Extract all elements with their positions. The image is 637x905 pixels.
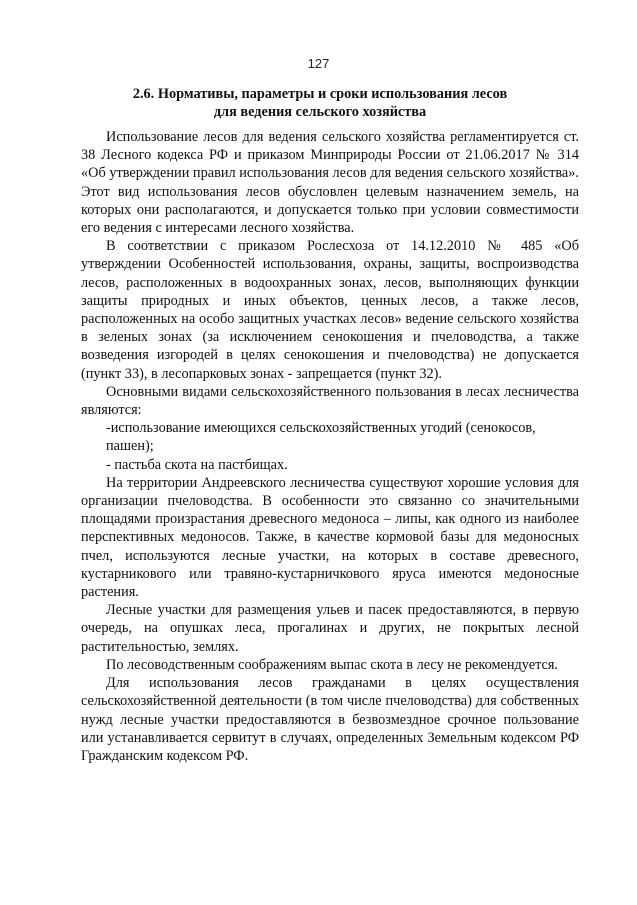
paragraph-grazing-not-recommended: По лесоводственным соображениям выпас скота в лесу не рекомендуется. [106,656,559,673]
paragraph-beekeeping: На территории Андреевского лесничества существуют хорошие условия для организации пчеловодства. В особенности это связанно со значительными площадями произрастания древесного медоноса – липы, как одного из наиболее перспективных медоносов. Также, в качестве кормовой базы для медоносных пчел, используются лесные участки, на которых в составе древесного, кустарникового или травяно-кустарничкового яруса имеются медоносные растения. [81,474,579,601]
paragraph-apiary-sites: Лесные участки для размещения ульев и пасек предоставляются, в первую очередь, на опушках леса, прогалинах и других, не покрытых лесной растительностью, землях. [81,602,579,655]
section-heading-line-2: для ведения сельского хозяйства [213,104,427,120]
section-heading [90,85,550,121]
paragraph-regulation: Использование лесов для ведения сельского хозяйства регламентируется ст. 38 Лесного кодекса РФ и приказом Минприроды России от 21.06.2017 № 314 «Об утверждении правил использования лесов для ведения сельского хозяйства». Этот вид использования лесов обусловлен целевым назначением земель, на которых они располагаются, и допускается только при условии совместимости его ведения с интересами лесного хозяйства. [81,129,579,237]
paragraph-main-types: Основными видами сельскохозяйственного пользования в лесах лесничества являются: [81,383,579,419]
paragraph-citizens-use: Для использования лесов гражданами в целях осуществления сельскохозяйственной деятельности (в том числе пчеловодства) для собственных нужд лесные участки предоставляются в безвозмездное срочное пользование или устанавливается сервитут в случаях, определенных Земельным кодексом РФ Гражданским кодексом РФ. [81,675,579,764]
page-number: 127 [307,56,330,71]
body-text [81,128,579,765]
paragraph-rosleshoz-order: В соответствии с приказом Рослесхоза от 14.12.2010 № 485 «Об утверждении Особенностей использования, охраны, защиты, воспроизводства лесов, расположенных в водоохранных зонах, лесов, выполняющих функции защиты природных и иных объектов, ценных лесов, а также лесов, расположенных на особо защитных участках лесов» ведение сельского хозяйства в зеленых зонах (за исключением сенокошения и пчеловодства, а также возведения изгородей в целях сенокошения и пчеловодства) не допускается (пункт 33), в лесопарковых зонах - запрещается (пункт 32). [81,238,579,382]
list-item-agricultural-lands: -использование имеющихся сельскохозяйственных угодий (сенокосов, пашен); [106,420,536,455]
section-heading-line-1: 2.6. Нормативы, параметры и сроки использования лесов [132,86,508,102]
list-item-grazing: - пастьба скота на пастбищах. [106,456,288,473]
